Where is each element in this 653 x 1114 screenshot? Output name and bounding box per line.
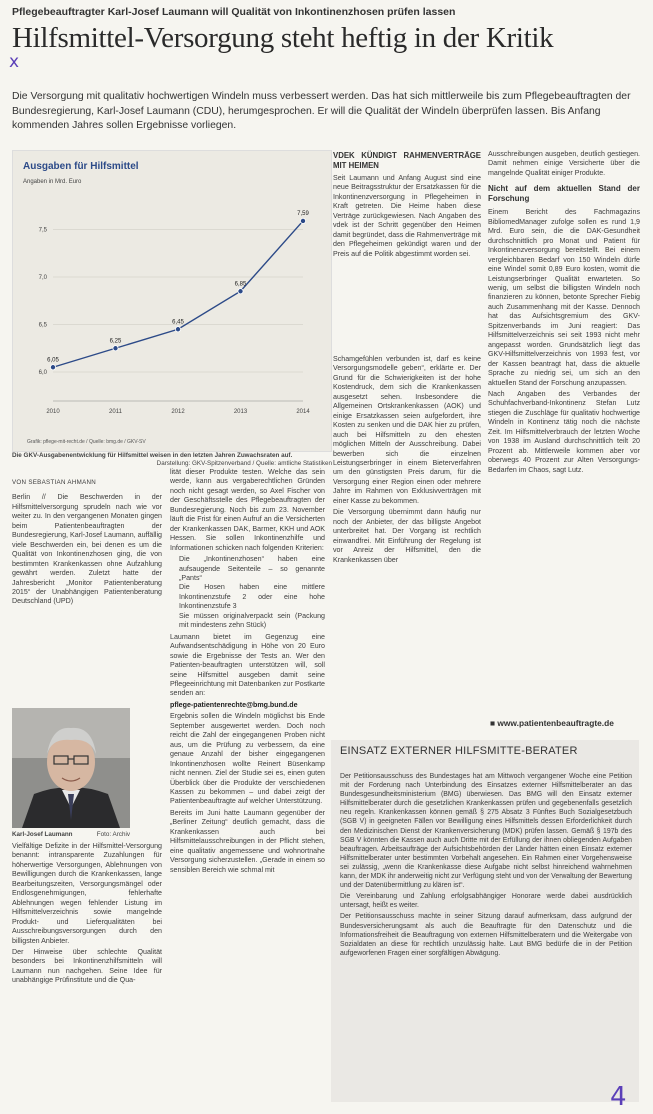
handwritten-mark: x [9,52,20,72]
col1-paragraph-1: Berlin // Die Beschwerden in der Hilfsmittelversorgung sprudeln nach wie vor weiter zu. In den vergangenen Monaten gingen beim Patientenbeauftragten der Bundesregierung, Karl-Josef Laumann, auffällig viele Beschwerden ein, bei denen es um die Qualität von Inkontinenzhosen ging, die von bestimmten Krankenkassen ohne Aufzahlung gewährt werden. Zuletzt hatte der Jahresbericht „Monitor Patientenberatung 2015“ der Unabhängigen Patientenberatung Deutschland (UPD) [12,493,162,606]
col2-paragraph-1: lität dieser Produkte testen. Welche das sein werde, kann aus vergaberechtlichen Gründen noch nicht gesagt werden, so Axel Fischer von der Geschäftsstelle des Pflegebeauftragten der Bundesregierung. Noch bis zum 23. November läuft die Frist für einen Aufruf an die Versicherten der Krankenkassen DAK, Barmer, KKH und AOK Hessen. Sie sollen Inkontinenzhilfe und Informationen schicken nach folgenden Kriterien: [170,468,325,552]
chart-point [175,327,180,332]
box-paragraph-3: Der Petitionsausschuss machte in seiner Sitzung darauf aufmerksam, dass aufgrund der Bundesversicherungsamt als auch die Beauftragte für den Datenschutz und die Informationsfreiheit die Beauftragung von externen Hilfsmittelberatern und die Weitergabe von Sozialdaten an diese für rechtlich unzulässig halte. Laut BMG bedürfe die in der Petition aufgeworfenen Fragen einer sorgfältigen Abwägung. [340,913,632,957]
research-subhead: Nicht auf dem aktuellen Stand der Forschung [488,184,640,204]
vdek-subhead: VDEK KÜNDIGT RAHMENVERTRÄGE MIT HEIMEN [333,151,481,170]
col1-paragraph-3: Der Hinweise über schlechte Qualität besonders bei Inkontinenzhilfsmitteln will Laumann nun nachgehen. Seine Idee für unabhängige Prüfinstitute und die Qua- [12,947,162,985]
chart-source: Grafik: pflege-mit-recht.de / Quelle: bmg.de / GKV-SV [27,439,146,445]
patient-commissioner-link[interactable]: ■ www.patientenbeauftragte.de [490,718,614,728]
portrait-image [12,708,130,828]
col4-paragraph-3: Nach Angaben des Verbandes der Schuhfachverband-Inkontinenz Stefan Lutz stiegen die Zuschläge für qualitativ hochwertige Windeln in Kontinenz tätig noch die nächste Zeit. Im Hilfsmittelverbrauch der letzten Woche von 1938 im Ausland durchschnittlich teilt 20 Prozent ab. Mittlerweile kommen aber vor oberwegs 40 Prozent zur Alten Versorgungs-Bedarfen im Chaos, sagt Lutz. [488,389,640,474]
column-2 [170,468,325,1104]
col2-paragraph-4: Bereits im Juni hatte Laumann gegenüber der „Berliner Zeitung“ deutlich gemacht, dass die Krankenkassen auch bei Hilfsmittelausschreibungen in der Pflicht stehen, eine qualitativ angemessene und wohnortnahe Versorgung sicherzustellen. „Gerade in einem so sensiblen Bereich wie schmal mit [170,808,325,874]
chart-caption-credit: Darstellung: GKV-Spitzenverband / Quelle: amtliche Statistiken [156,460,332,467]
chart-caption [12,452,332,468]
criteria-item: • Sie müssen originalverpackt sein (Packung mit mindestens zehn Stück) [179,612,325,631]
article-lead: Die Versorgung mit qualitativ hochwertigen Windeln muss verbessert werden. Das hat sich mittlerweile bis zum Pflegebeauftragten der Bundesregierung, Karl-Josef Laumann (CDU), herumgesprochen. Er will die Qualität der Windeln überprüfen lassen. Bis Anfang kommenden Jahres sollen Ergebnisse vorliegen. [12,91,631,132]
chart-series-line [53,221,303,367]
chart-x-tick: 2010 [46,409,60,415]
chart-box [12,150,332,452]
col4-paragraph-2: Einem Bericht des Fachmagazins BibliomedManager zufolge sollen es rund 1,9 Mrd. Euro sein, die die DAK-Gesundheit durchschnittlich pro Monat und Patient für Inkontinenzversorgung bereitstellt. Bei einem vergleichbaren Bedarf von 150 Windeln dürfe eine Windel somit 0,89 Euro kosten, womit die Leistungserbringer Qualität erwarteten. So wenig, um selbst die billigsten Windeln noch finanzieren zu können, betonte Sprecher Fiebig auch Zusammenhang mit der Kasse. Dennoch hat das Aufsichtsgremium des GKV-Spitzenverbands im Juni reagiert: Das Hilfsmittelverzeichnis sei seit 1993 nicht mehr angepasst worden. Grundsätzlich liegt das GKV-Hilfsmittelverzeichnis von 1993 fest, vor der Kassen beantragt hat, dass die aktuelle Sprache zu niedrig sei, um sich an den aktuellen Stand der Forschung anzupassen. [488,208,640,387]
criteria-list [170,555,325,631]
chart-y-tick: 7,5 [38,227,47,234]
info-box-title: EINSATZ EXTERNER HILFSMITTE-BERATER [340,745,578,757]
column-3 [333,355,481,735]
article-kicker: Pflegebeauftragter Karl-Josef Laumann will Qualität von Inkontinenzhosen prüfen lassen [12,6,456,18]
photo-caption-name: Karl-Josef Laumann [12,831,73,838]
portrait-photo [12,708,130,828]
chart-x-tick: 2012 [171,409,185,415]
chart-point [238,289,243,294]
column-1-top [12,478,162,703]
info-box-text [340,772,632,1096]
criteria-item: • Die Hosen haben eine mittlere Inkontinenzstufe 2 oder eine hohe Inkontinenzstufe 3 [179,583,325,611]
col3-paragraph-1: Seit Laumann und Anfang August sind eine neue Beitragsstruktur der Ersatzkassen für die Inkontinenzversorgung in Pflegeheimen in Kraft getreten. Die Heime haben diese Verträge zurückgewiesen. Nach Angaben des vdek ist der Schritt gegenüber den Heimen damit begründet, dass die Rahmenverträge mit den Pflegeheimen gekündigt waren und der Preis auf die Politik abgestimmt worden sei. [333,174,481,258]
chart-title: Ausgaben für Hilfsmittel [23,161,139,172]
chart-data-label: 6,85 [234,281,247,288]
chart-point [113,346,118,351]
byline: VON SEBASTIAN AHMANN [12,479,97,486]
article-headline: Hilfsmittel-Versorgung steht heftig in der Kritik [12,22,554,54]
box-paragraph-2: Die Vereinbarung und Zahlung erfolgsabhängiger Honorare werde dabei ausdrücklich untersagt, heißt es weiter. [340,893,632,910]
chart-data-label: 6,45 [172,319,184,326]
column-3-sidebar [333,145,481,345]
chart-x-tick: 2013 [233,409,248,415]
chart-x-tick: 2011 [109,409,122,415]
chart-point [50,365,55,370]
col2-paragraph-3: Ergebnis sollen die Windeln möglichst bis Ende September ausgewertet werden. Doch noch reicht die Zahl der eingegangenen Proben nicht aus, um die Prüfung zu verbessern, da eine genaue Anzahl der bisher eingegangenen Inkontinenzhosen wollte Reinert Büsenkamp nicht nennen. Ziel der Studie sei es, einen guten Überblick über die Produkte der verschiedenen Kassen zu bekommen – und dabei zeigt der Patientenbeauftragte auf welcher Unterstützung. [170,712,325,806]
photo-caption-credit: Foto: Archiv [96,831,130,838]
box-paragraph-1: Der Petitionsausschuss des Bundestages hat am Mittwoch vergangener Woche eine Petition mit der Forderung nach Unterbindung des Einsatzes externer Hilfsmittelberater an das Bundesgesundheitsministerium (BMG) überwiesen. Das BMG will den Einsatz externer Hilfsmittelberater durch die gesetzlichen Krankenkassen prüfen und gegebenenfalls gesetzlich neu regeln. Krankenkassen können gemäß § 275 Absatz 3 Fünftes Buch Sozialgesetzbuch (SGB V) in geeigneten Fällen vor Bewilligung eines Hilfsmittels dessen Erforderlichkeit durch den Medizinischen Dienst der Krankenversicherung (MDK) prüfen lassen. Gemäß § 197b des SGB V könnten die Kassen auch auch Dritte mit der Erfüllung der ihnen obliegenden Aufgaben beauftragen. Arbeitsaufträge der Aufsichtsbehörden der Länder hätten einen Einsatz externer Hilfsmittelberater unter bestimmten Vorbehalt angesehen. Ein Rahmen einer Vorgehensweise sei zulässig, „wenn die Krankenkasse diese Aufgabe nicht selbst hinreichend wahrnehmen kann, der MDK ihr anderweitig nicht zur Verfügung steht und von der Verwaltung der Bewertung und der Datenübermittlung zu klären ist“. [340,773,632,890]
chart-y-tick: 7,0 [38,275,47,281]
column-1-bottom [12,842,162,1104]
criteria-item: • Die „Inkontinenzhosen“ haben eine aufsaugende Seitenteile – so genannte „Pants“ [179,555,325,583]
chart-data-label: 6,25 [109,338,122,345]
column-4 [488,150,640,710]
link-text[interactable]: www.patientenbeauftragte.de [497,718,614,728]
photo-caption [12,831,130,838]
col1-paragraph-2: Vielfältige Defizite in der Hilfsmittel-Versorgung benannt: intransparente Zuzahlungen für höherwertige Versorgungen, Ablehnungen von Bewilligungen durch die Krankenkassen, lange Bearbeitungszeiten, Versorgungsmängel oder Endlosgenehmigungen, fehlerhafte Ablehnungen wegen fehlender Listung im Hilfsmittelverzeichnis sowie mangelnde Produkt- und Lieferqualitäten bei Ausschreibungsversorgungen durch den billigsten Anbieter. [12,842,162,945]
chart-data-label: 6,05 [47,357,59,364]
spending-line-chart [13,151,331,451]
col3-paragraph-3: Die Versorgung übernimmt dann häufig nur noch der Anbieter, der das billigste Angebot unterbreitet hat. Der Vorgang ist rechtlich einwandfrei. Mit Einführung der Regelung ist vor Anreiz der Hilfsmittel, den die Krankenkassen über [333,508,481,564]
chart-ylabel: Angaben in Mrd. Euro [23,179,82,185]
chart-x-tick: 2014 [296,409,310,415]
chart-y-tick: 6,5 [38,322,47,329]
chart-y-tick: 6,0 [38,370,47,376]
page-number: 4 [610,1082,627,1112]
col4-paragraph-1: Ausschreibungen ausgeben, deutlich gestiegen. Damit nehmen einige Versicherte über die mangelnde Qualität einiger Produkte. [488,150,640,177]
col3-paragraph-2: Schamgefühlen verbunden ist, darf es keine Versorgungsmodelle geben“, erklärte er. Der Grund für die Schwierigkeiten ist der hohe Kostendruck, dem sich die Krankenkassen ausgesetzt sehen. Insbesondere die Allgemeinen Ortskrankenkassen (AOK) und einige Ersatzkassen seien aufgefordert, ihre Kosten zu senken und die DAK hier zu prüfen, auch bei Hilfsmitteln zu den ehesten möglichen Mitteln der Ausschreibung. Dabei bewerben sich die einzelnen Leistungserbringer in einem Bieterverfahren um den günstigsten Preis darum, für die Versorgung einer Region einen oder mehrere Jahre im Rahmen von Exklusivverträgen mit einer Kasse zu bekommen. [333,355,481,505]
chart-data-label: 7,59 [297,210,309,217]
chart-caption-text: Die GKV-Ausgabenentwicklung für Hilfsmittel weisen in den letzten Jahren Zuwachsraten auf. [12,452,293,459]
col2-paragraph-2: Laumann bietet im Gegenzug eine Aufwandsentschädigung in Höhe von 20 Euro sowie die Ergebnisse der Tests an. Wer den Patienten-beauftragten unterstützen will, soll seine Hilfsmittel ausgeben damit seine Pflegeeinrichtung mit Datenbanken zur Postkarte senden an: [170,632,325,698]
chart-point [300,218,305,223]
contact-email[interactable]: pflege-patientenrechte@bmg.bund.de [170,700,298,709]
